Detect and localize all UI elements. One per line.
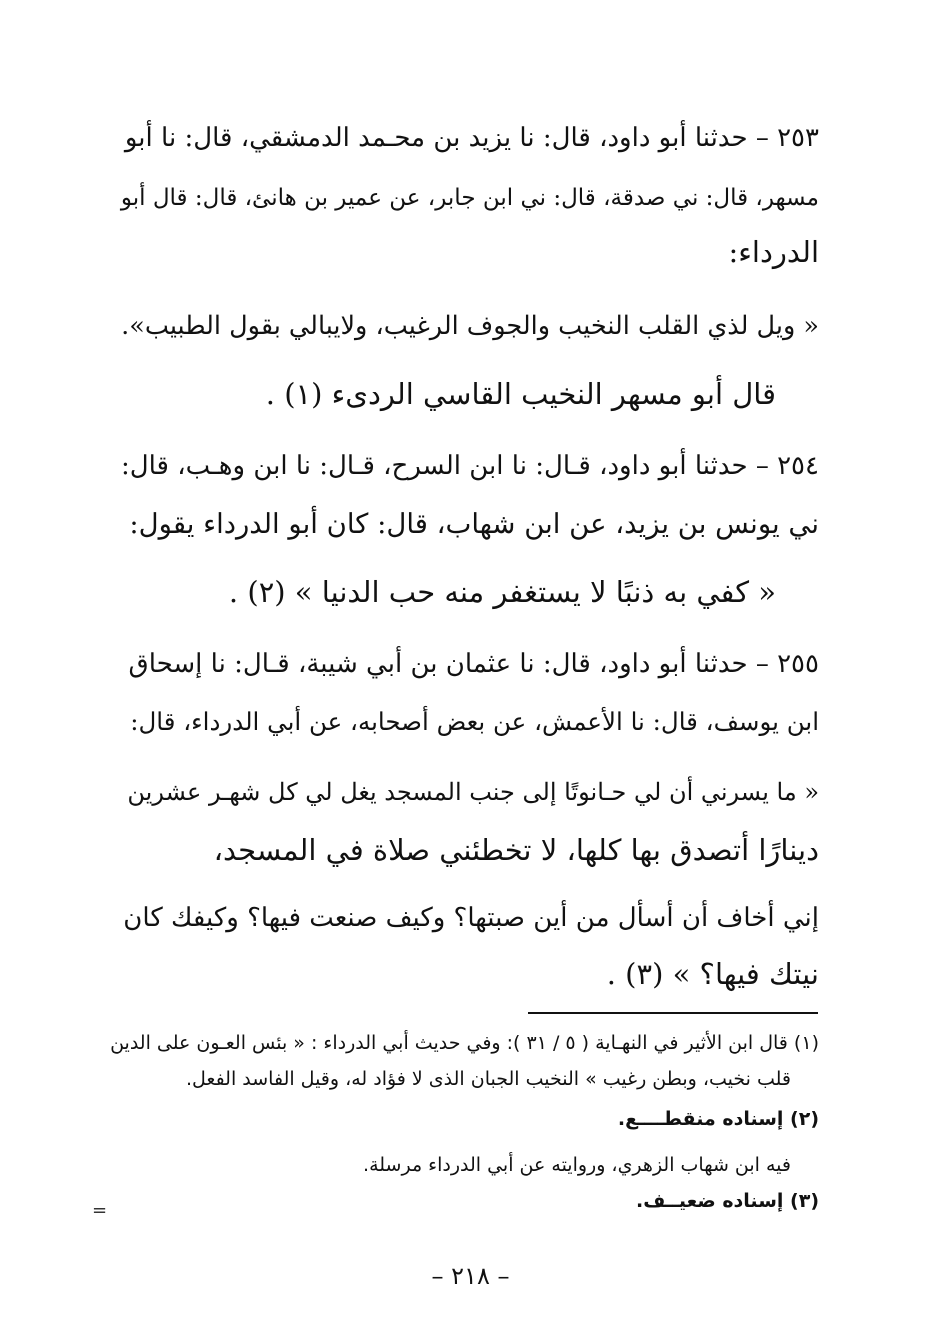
note-abu-mushir: قال أبو مسهر النخيب القاسي الردىء (١) . [265,377,776,411]
quote-255-line-2: دينارًا أتصدق بها كلها، لا تخطئني صلاة في المسجد، [213,833,819,867]
page-number: – ٢١٨ – [431,1262,510,1290]
quote-255-line-3: إني أخاف أن أسأل من أين صبتها؟ وكيف صنعت فيها؟ وكيفك كان [123,903,819,933]
footnote-separator [528,1012,818,1014]
hadith-253-line-2: مسهر، قال: ني صدقة، قال: ني ابن جابر، عن عمير بن هانئ، قال: قال أبو [120,185,819,211]
hadith-255-line-1: ٢٥٥ – حدثنا أبو داود، قال: نا عثمان بن أبي شيبة، قـال: نا إسحاق [128,649,819,679]
footnote-1-line-2: قلب نخيب، وبطن رغيب » النخيب الجبان الذى لا فؤاد له، وقيل الفاسد الفعل. [185,1068,791,1090]
footnote-3: (٣) إسناده ضعيــف. [636,1190,819,1212]
footnote-1-line-1: (١) قال ابن الأثير في النهـاية ( ٥ / ٣١ ): وفي حديث أبي الدرداء : « بئس العـون على الدين [110,1032,819,1054]
hadith-253-line-1: ٢٥٣ – حدثنا أبو داود، قال: نا يزيد بن محـمد الدمشقي، قال: نا أبو [124,123,819,153]
hadith-254-line-1: ٢٥٤ – حدثنا أبو داود، قـال: نا ابن السرح، قـال: نا ابن وهـب، قال: [120,451,819,481]
hadith-253-line-3: الدرداء: [728,235,819,269]
quote-255-line-1: « ما يسرني أن لي حـانوتًا إلى جنب المسجد يغل لي كل شهـر عشرين [127,778,819,806]
footnote-2: (٢) إسناده منقطــــع. [617,1108,819,1130]
quote-254: « كفي به ذنبًا لا يستغفر منه حب الدنيا » (٢) . [228,575,776,609]
hadith-254-line-2: ني يونس بن يزيد، عن ابن شهاب، قال: كان أبو الدرداء يقول: [129,508,819,540]
footnote-2-detail: فيه ابن شهاب الزهري، وروايته عن أبي الدرداء مرسلة. [363,1154,791,1176]
hadith-255-line-2: ابن يوسف، قال: نا الأعمش، عن بعض أصحابه، عن أبي الدرداء، قال: [130,707,819,736]
margin-mark: = [92,1200,108,1221]
quote-253: « ويل لذي القلب النخيب والجوف الرغيب، ولايبالي بقول الطبيب». [121,311,819,341]
quote-255-line-4: نيتك فيها؟ » (٣) . [606,957,819,991]
